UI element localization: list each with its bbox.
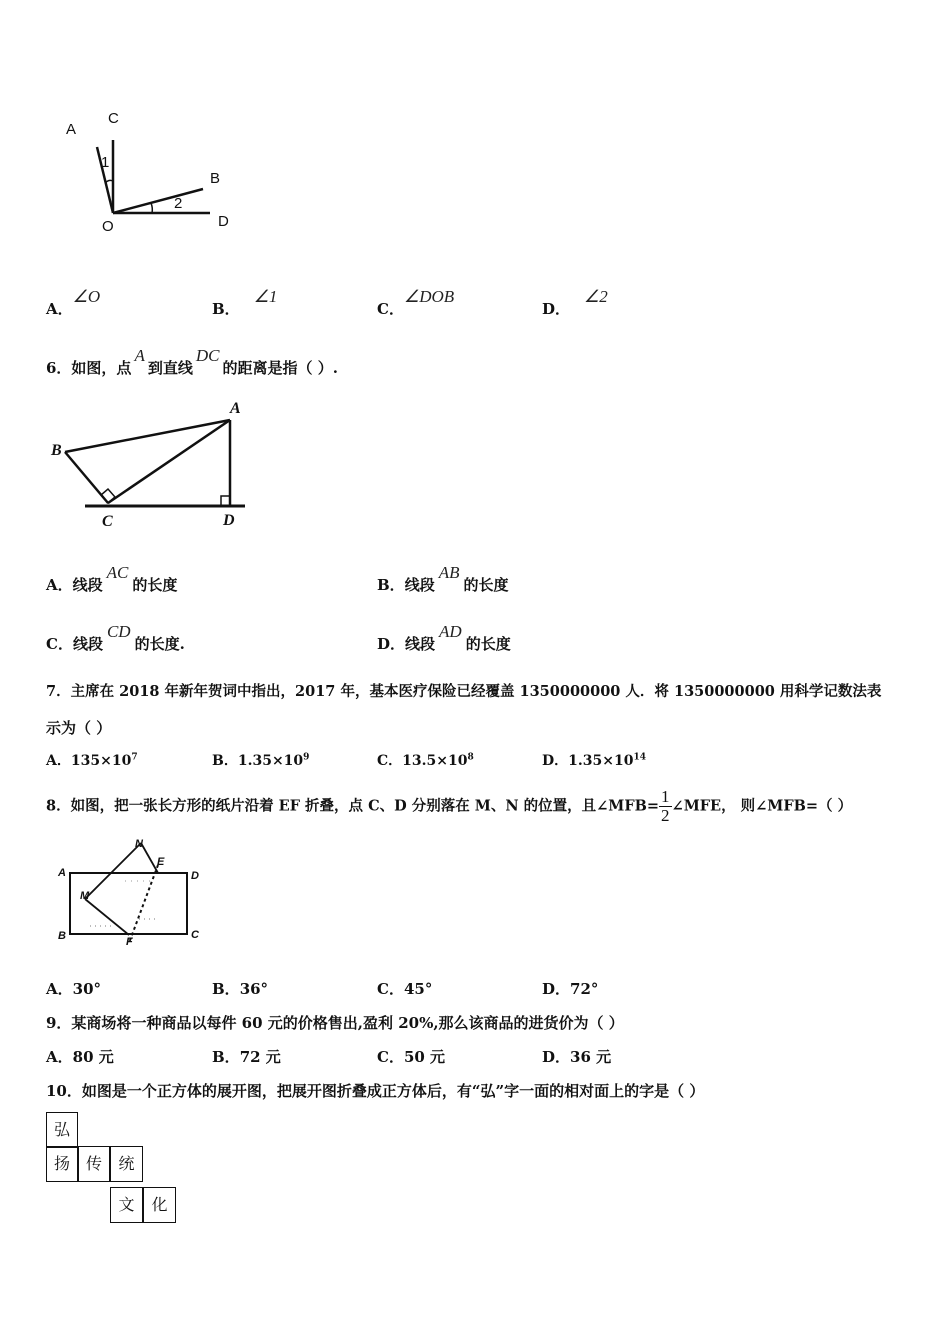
q7-stem-line2: 示为（ ） [46,719,112,737]
q6-label-A: A [230,400,241,417]
cube-net-cell: 文 [110,1187,143,1223]
fraction-one-half: $\frac{1}{2}$ [661,787,670,825]
q8-label-B: B [58,930,66,942]
math-expr: CD [106,622,131,641]
cube-net-cell: 扬 [46,1146,78,1182]
q7-option-d[interactable]: D．$1.35\times 10^{14}$ [542,752,646,769]
q5-label-O: O [102,218,114,235]
q8-label-A: A [58,867,66,879]
cube-net-cell: 化 [143,1187,176,1223]
math-expr: ∠DOB [403,287,455,306]
q6-option-a[interactable]: A．线段AC的长度 [46,563,178,594]
q8-stem: 8．如图，把一张长方形的纸片沿着 EF 折叠，点 C、D 分别落在 M、N 的位置，且∠MFB= $\frac{1}{2}$ ∠MFE， 则∠MFB=（ ） [46,787,853,825]
math-expr: AB [438,563,460,582]
q5-option-d[interactable]: D．∠2 [542,287,608,318]
q5-option-c[interactable]: C．∠DOB [377,287,455,318]
q7-option-a[interactable]: A．$135\times 10^7$ [46,752,138,769]
q8-option-b[interactable]: B．36° [212,980,269,998]
cube-net-cell: 传 [78,1146,110,1182]
q5-option-a[interactable]: A．∠O [46,287,101,318]
math-expr: ∠1 [253,287,278,306]
q8-option-c[interactable]: C．45° [377,980,433,998]
q7-stem-line1: 7．主席在 2018 年新年贺词中指出，2017 年，基本医疗保险已经覆盖 1350000000 人．将 1350000000 用科学记数法表 [46,683,882,700]
q9-option-c[interactable]: C．50 元 [377,1048,446,1066]
q8-label-C: C [191,929,199,941]
q7-option-c[interactable]: C．$13.5\times 10^8$ [377,752,474,769]
q6-label-C: C [102,513,113,530]
q8-label-M: M [80,890,90,902]
q8-label-E: E [157,856,165,868]
q5-label-1: 1 [101,154,110,171]
cube-net-cell: 弘 [46,1112,78,1148]
q5-label-D: D [218,213,229,230]
q5-option-b[interactable]: B．∠1 [212,287,278,318]
q10-stem: 10．如图是一个正方体的展开图，把展开图折叠成正方体后，有“弘”字一面的相对面上的字是（ ） [46,1082,705,1100]
q9-stem: 9．某商场将一种商品以每件 60 元的价格售出,盈利 20%,那么该商品的进货价为（ ） [46,1014,624,1032]
math-expr: ∠2 [584,287,608,306]
math-expr: AD [439,622,462,641]
q8-option-a[interactable]: A．30° [46,980,102,998]
math-expr: AC [106,563,129,582]
q5-label-2: 2 [174,195,183,212]
q9-option-d[interactable]: D．36 元 [542,1048,612,1066]
q6-triangle-figure [45,395,255,525]
cube-net-cell: 统 [110,1146,143,1182]
math-expr: ∠O [72,287,101,306]
q7-option-b[interactable]: B．$1.35\times 10^9$ [212,752,310,769]
q5-label-C: C [108,110,119,127]
q8-label-F: F [126,936,133,948]
q9-option-b[interactable]: B．72 元 [212,1048,281,1066]
q6-label-D: D [223,512,235,529]
math-expr: A [134,346,145,365]
q6-option-b[interactable]: B．线段AB的长度 [377,563,509,594]
q9-option-a[interactable]: A．80 元 [46,1048,114,1066]
q6-label-B: B [51,442,62,459]
q8-label-N: N [135,838,143,850]
q6-option-c[interactable]: C．线段CD的长度. [46,622,185,653]
q8-option-d[interactable]: D．72° [542,980,599,998]
q5-label-B: B [210,170,221,187]
q6-option-d[interactable]: D．线段AD的长度 [377,622,511,653]
math-expr: DC [195,346,220,365]
q5-label-A: A [66,121,77,138]
q8-label-D: D [191,870,199,882]
q6-stem: 6．如图，点A到直线DC的距离是指（ ）. [46,346,338,377]
